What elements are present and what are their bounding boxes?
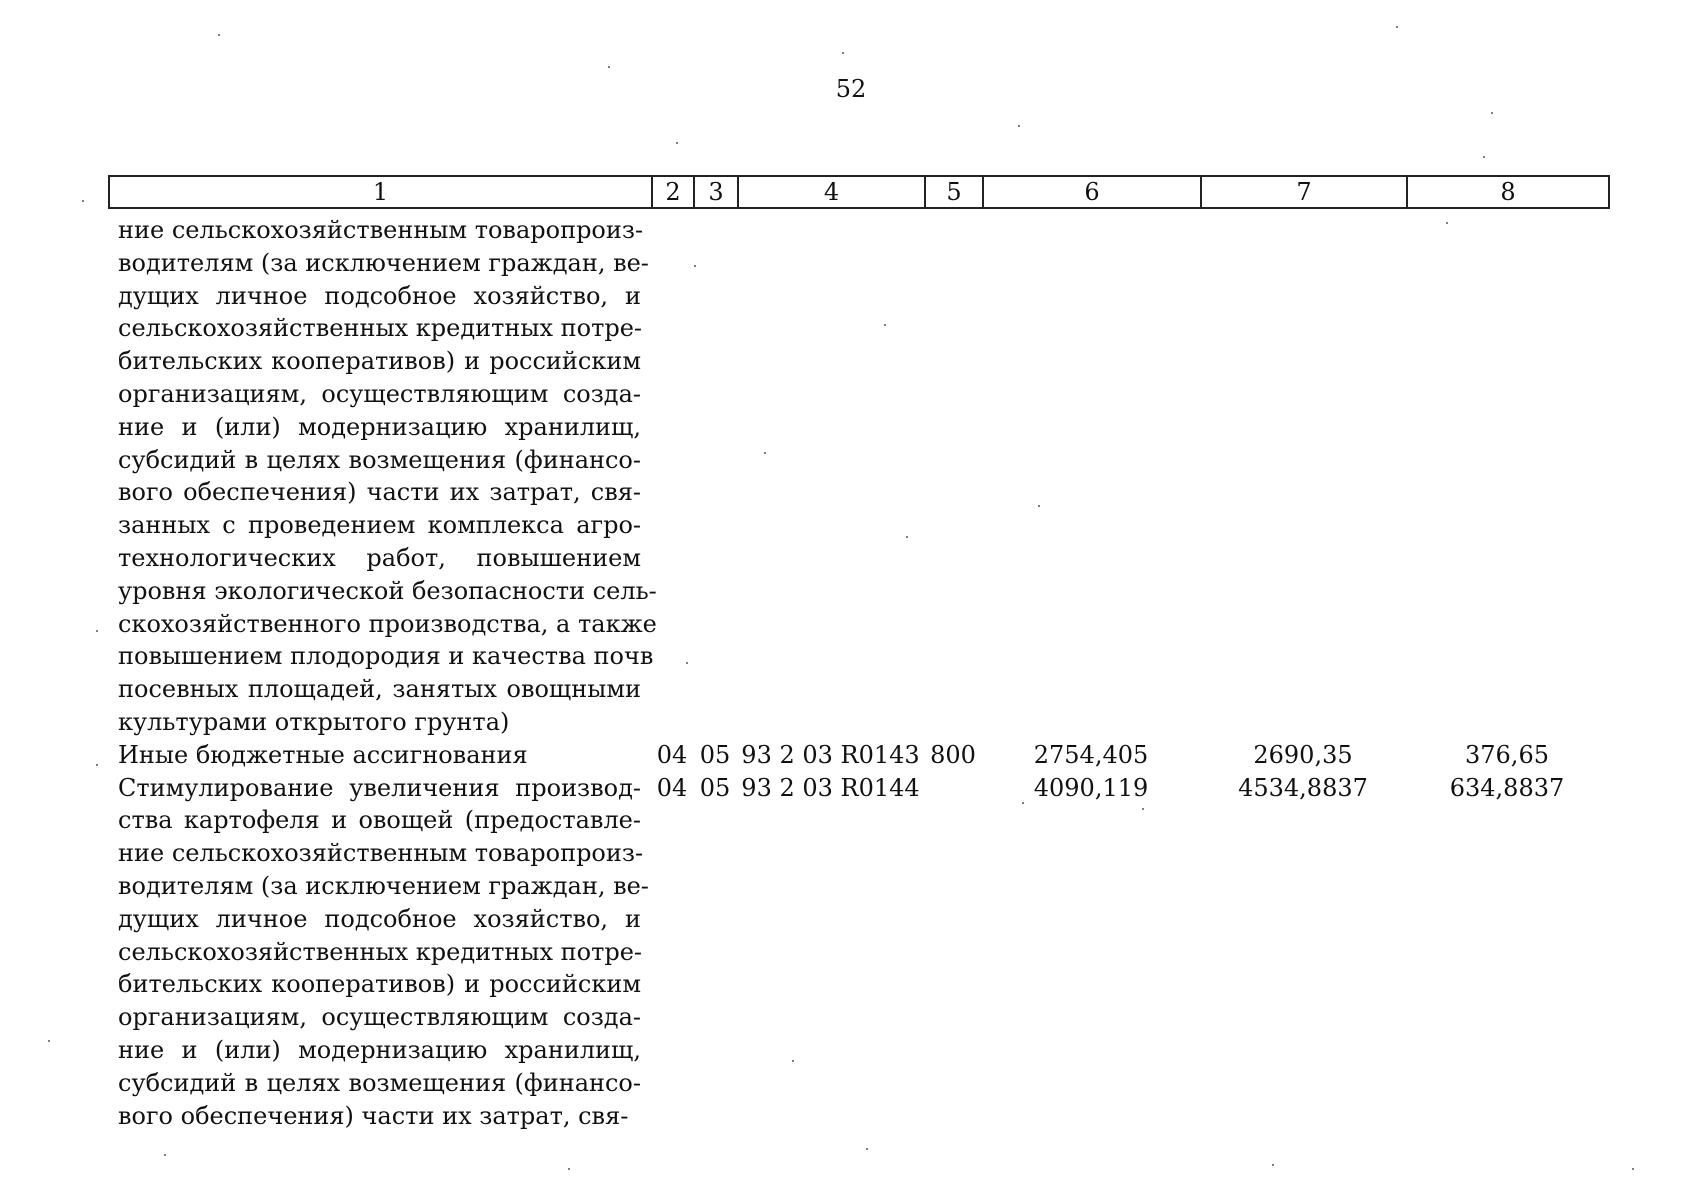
scan-speck [1018, 125, 1020, 127]
description-line: субсидий в целях возмещения (финансо- [118, 445, 641, 474]
scan-speck [764, 452, 766, 454]
header-col-5: 5 [925, 176, 983, 208]
header-col-8: 8 [1407, 176, 1609, 208]
description-line: организациям, осуществляющим созда- [118, 1003, 641, 1032]
cell-amount-7: 4534,8837 [1238, 773, 1368, 802]
description-line: ние сельскохозяйственным товаропроиз- [118, 839, 644, 868]
description-line: технологических работ, повышением [118, 543, 641, 572]
description-line: субсидий в целях возмещения (финансо- [118, 1068, 641, 1097]
row-description [108, 214, 657, 739]
scan-speck [686, 662, 688, 664]
scan-speck [792, 1060, 794, 1062]
description-line: сельскохозяйственных кредитных потре- [118, 937, 643, 966]
scan-speck [96, 764, 98, 766]
table-row [108, 214, 1608, 739]
cell-amount-6: 4090,119 [1033, 773, 1149, 802]
description-line: ние и (или) модернизацию хранилищ, [118, 1035, 641, 1064]
description-line: повышением плодородия и качества почв [118, 642, 654, 671]
cell-amount-6: 2754,405 [1033, 740, 1149, 769]
scan-speck [568, 1168, 570, 1170]
cell-amount-8: 634,8837 [1449, 773, 1565, 802]
scan-speck [1396, 26, 1398, 28]
description-line: дущих личное подсобное хозяйство, и [118, 281, 641, 310]
table-header [108, 175, 1610, 209]
scan-speck [906, 536, 908, 538]
scan-speck [1491, 112, 1493, 114]
cell-section: 04 [656, 740, 688, 769]
cell-subsection: 05 [699, 740, 731, 769]
cell-target-article: 93 2 03 R0144 [741, 773, 920, 802]
description-line: скохозяйственного производства, а также [118, 609, 657, 638]
scan-speck [1142, 808, 1144, 810]
page-number: 52 [835, 75, 867, 103]
description-line: бительских кооперативов) и российским [118, 970, 641, 999]
description-line: водителям (за исключением граждан, ве- [118, 248, 649, 277]
scan-speck [48, 1040, 50, 1042]
description-line: сельскохозяйственных кредитных потре- [118, 314, 643, 343]
scan-speck [694, 265, 696, 267]
cell-amount-6 [982, 214, 1200, 739]
description-line: ние сельскохозяйственным товаропроиз- [118, 216, 644, 244]
description-line: вого обеспечения) части их затрат, свя- [118, 478, 641, 507]
description-line: дущих личное подсобное хозяйство, и [118, 904, 641, 933]
scan-speck [1483, 156, 1485, 158]
cell-target-article [737, 214, 924, 739]
description-line: водителям (за исключением граждан, ве- [118, 871, 649, 900]
header-col-7: 7 [1201, 176, 1407, 208]
table-row [108, 772, 1608, 1133]
description-line: ства картофеля и овощей (предоставле- [118, 806, 641, 835]
cell-amount-8 [1406, 214, 1608, 739]
scan-speck [1038, 505, 1040, 507]
cell-amount-8: 376,65 [1465, 740, 1549, 769]
cell-amount-7: 2690,35 [1253, 740, 1353, 769]
header-col-3: 3 [694, 176, 738, 208]
description-line: культурами открытого грунта) [118, 707, 510, 736]
scan-speck [842, 52, 844, 54]
scan-speck [1446, 222, 1448, 224]
cell-subsection: 05 [699, 773, 731, 802]
header-col-2: 2 [652, 176, 694, 208]
description-line: бительских кооперативов) и российским [118, 347, 641, 376]
cell-expense-type: 800 [930, 740, 976, 769]
row-description [108, 772, 651, 1133]
header-col-1: 1 [109, 176, 652, 208]
table-row [108, 739, 1608, 772]
scan-speck [1272, 1164, 1274, 1166]
scan-speck [608, 66, 610, 68]
description-line: занных с проведением комплекса агро- [118, 511, 641, 540]
description-line: ние и (или) модернизацию хранилищ, [118, 412, 641, 441]
scan-speck [218, 34, 220, 36]
description-line: вого обеспечения) части их затрат, свя- [118, 1101, 629, 1130]
table-body [108, 214, 1608, 1132]
scan-speck [676, 142, 678, 144]
cell-target-article: 93 2 03 R0143 [741, 740, 920, 769]
scan-speck [884, 324, 886, 326]
description-line: Стимулирование увеличения производ- [118, 773, 641, 802]
cell-expense-type [924, 214, 982, 739]
cell-amount-7 [1200, 214, 1406, 739]
scan-speck [1632, 1168, 1634, 1170]
header-col-6: 6 [983, 176, 1201, 208]
cell-section: 04 [656, 773, 688, 802]
description-line: организациям, осуществляющим созда- [118, 379, 641, 408]
cell-section [651, 214, 693, 739]
scan-speck [866, 1148, 868, 1150]
row-description [108, 739, 651, 772]
description-line: посевных площадей, занятых овощными [118, 675, 641, 704]
scan-speck [1022, 802, 1024, 804]
description-line: Иные бюджетные ассигнования [118, 740, 528, 769]
scan-speck [164, 1154, 166, 1156]
scan-speck [96, 630, 98, 632]
description-line: уровня экологической безопасности сель- [118, 576, 657, 605]
cell-subsection [693, 214, 737, 739]
scan-speck [82, 200, 84, 202]
cell-expense-type [924, 772, 982, 1133]
header-col-4: 4 [738, 176, 925, 208]
